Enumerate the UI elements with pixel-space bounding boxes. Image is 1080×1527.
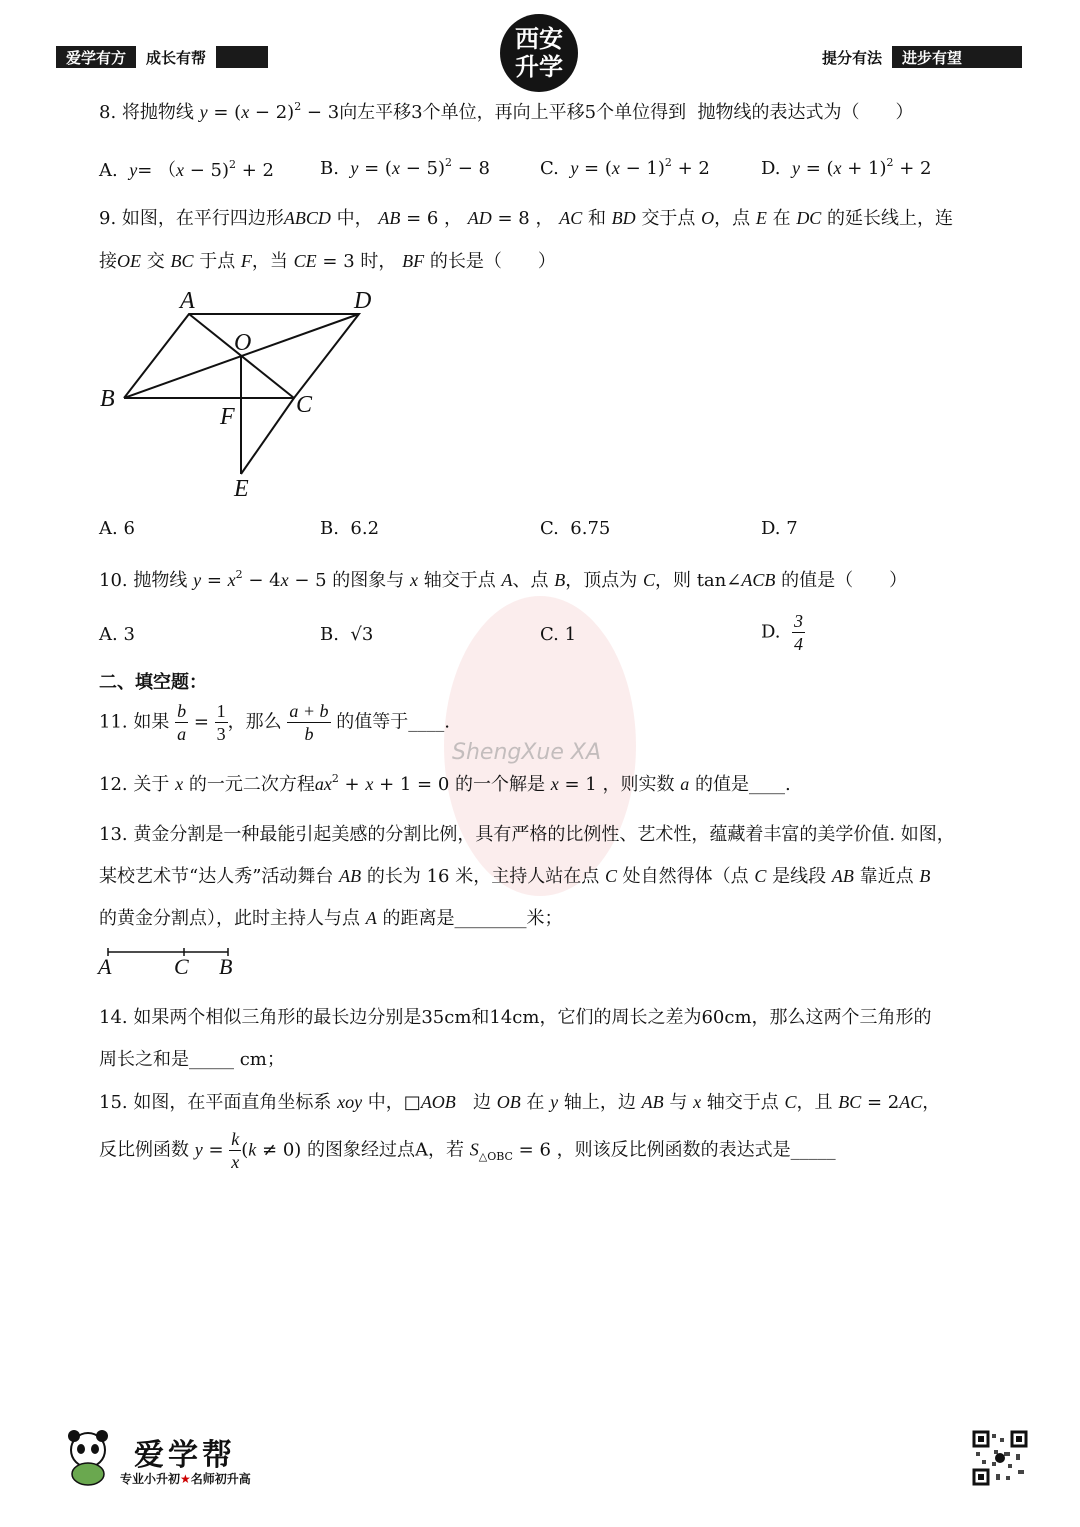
q8-option-a: A. y= （x − 5)$^2$ + 2 bbox=[99, 158, 274, 181]
label-f: F bbox=[220, 404, 235, 430]
q10-option-c: C. 1 bbox=[540, 624, 577, 645]
question-13-line3: 的黄金分割点），此时主持人与点 A 的距离是________米； bbox=[99, 908, 563, 929]
question-13-line1: 13. 黄金分割是一种最能引起美感的分割比例，具有严格的比例性、艺术性，蕴藏着丰富的美学价值. 如图， bbox=[99, 824, 955, 845]
question-9-line2: 接OE 交 BC 于点 F，当 CE = 3 时， BF 的长是（ ） bbox=[99, 251, 556, 272]
label-c: C bbox=[296, 392, 313, 418]
logo-line2: 升学 bbox=[515, 52, 563, 81]
q10-option-a: A. 3 bbox=[99, 624, 135, 645]
question-14-line1: 14. 如果两个相似三角形的最长边分别是35cm和14cm，它们的周长之差为60cm，那么这两个三角形的 bbox=[99, 1007, 932, 1028]
q8-option-c: C. $y = (x - 1)^2 + 2$ bbox=[540, 156, 710, 179]
q9-option-c: C. 6.75 bbox=[540, 518, 611, 539]
logo-line1: 西安 bbox=[515, 24, 563, 53]
q8-option-d: D. $y = (x + 1)^2 + 2$ bbox=[761, 156, 932, 179]
section-2-title: 二、填空题： bbox=[99, 672, 207, 693]
label-d: D bbox=[354, 288, 372, 314]
qr-code-icon bbox=[972, 1430, 1028, 1486]
header-right-tag1: 提分有法 bbox=[812, 46, 892, 68]
question-10: 10. 抛物线 $y = x^2 - 4x - 5$ 的图象与 x 轴交于点 A、点 B，顶点为 C，则 tan∠ACB 的值是（ ） bbox=[99, 568, 908, 591]
q9-option-d: D. 7 bbox=[761, 518, 798, 539]
segment-label-c: C bbox=[174, 954, 189, 978]
segment-figure bbox=[96, 944, 246, 978]
label-o: O bbox=[234, 330, 252, 356]
question-11: 11. 如果 $\frac{b}{a}$ = $\frac{1}{3}$ ，那么 $\frac{a + b}{b}$ 的值等于____. bbox=[99, 701, 450, 744]
panda-logo-icon bbox=[60, 1428, 116, 1486]
footer-brand: 爱学帮 bbox=[134, 1438, 236, 1473]
segment-label-b: B bbox=[219, 954, 233, 978]
header-left-tag1: 爱学有方 bbox=[66, 48, 127, 67]
question-15-line1: 15. 如图，在平面直角坐标系 xoy 中，□AOB 边 OB 在 y 轴上，边 AB 与 x 轴交于点 C，且 BC = 2AC， bbox=[99, 1092, 941, 1113]
question-8: 8. 将抛物线 $y = (x - 2)^2 - 3$向左平移3个单位，再向上平移5个单位得到 抛物线的表达式为（ ） bbox=[99, 100, 914, 123]
question-14-line2: 周长之和是_____ cm； bbox=[99, 1049, 285, 1070]
question-15-line2: 反比例函数 y = $\frac{k}{x}$ (k ≠ 0) 的图象经过点A，若 $S_{\triangle OBC} = 6$ ，则该反比例函数的表达式是_____ bbox=[99, 1129, 836, 1172]
label-e: E bbox=[234, 476, 249, 502]
q10-option-b: B. √3 bbox=[320, 624, 374, 645]
parallelogram-figure bbox=[96, 284, 386, 504]
header-left-tag2: 成长有帮 bbox=[136, 46, 216, 68]
header-right-tag2: 进步有望 bbox=[902, 48, 963, 67]
question-9-line1: 9. 如图，在平行四边形ABCD 中， AB = 6 ， AD = 8 ， AC 和 BD 交于点 O，点 E 在 DC 的延长线上，连 bbox=[99, 208, 954, 229]
label-a: A bbox=[180, 288, 195, 314]
question-12: 12. 关于 x 的一元二次方程$ax^2 + x + 1 = 0$ 的一个解是 x = 1 ，则实数 a 的值是____. bbox=[99, 772, 791, 795]
watermark-text: ShengXue XA bbox=[452, 740, 602, 765]
footer-slogan: 专业小升初★名师初升高 bbox=[120, 1472, 251, 1486]
header-left-banner bbox=[56, 46, 268, 68]
q8-text-a: 8. 将抛物线 bbox=[99, 102, 194, 123]
segment-label-a: A bbox=[98, 954, 112, 978]
q8-text-c: 抛物线的表达式为（ ） bbox=[697, 102, 914, 123]
question-13-line2: 某校艺术节“达人秀”活动舞台 AB 的长为 16 米，主持人站在点 C 处自然得体（点 C 是线段 AB 靠近点 B bbox=[99, 866, 931, 887]
q9-option-b: B. 6.2 bbox=[320, 518, 380, 539]
q10-option-d: D. $\frac{3}{4}$ bbox=[761, 611, 803, 654]
header-right-banner bbox=[812, 46, 1022, 68]
q8-text-b: 向左平移3个单位，再向上平移5个单位得到 bbox=[339, 102, 687, 123]
logo bbox=[500, 14, 578, 92]
label-b: B bbox=[100, 386, 115, 412]
q8-option-b: B. $y = (x - 5)^2 - 8$ bbox=[320, 156, 490, 179]
q9-option-a: A. 6 bbox=[99, 518, 135, 539]
